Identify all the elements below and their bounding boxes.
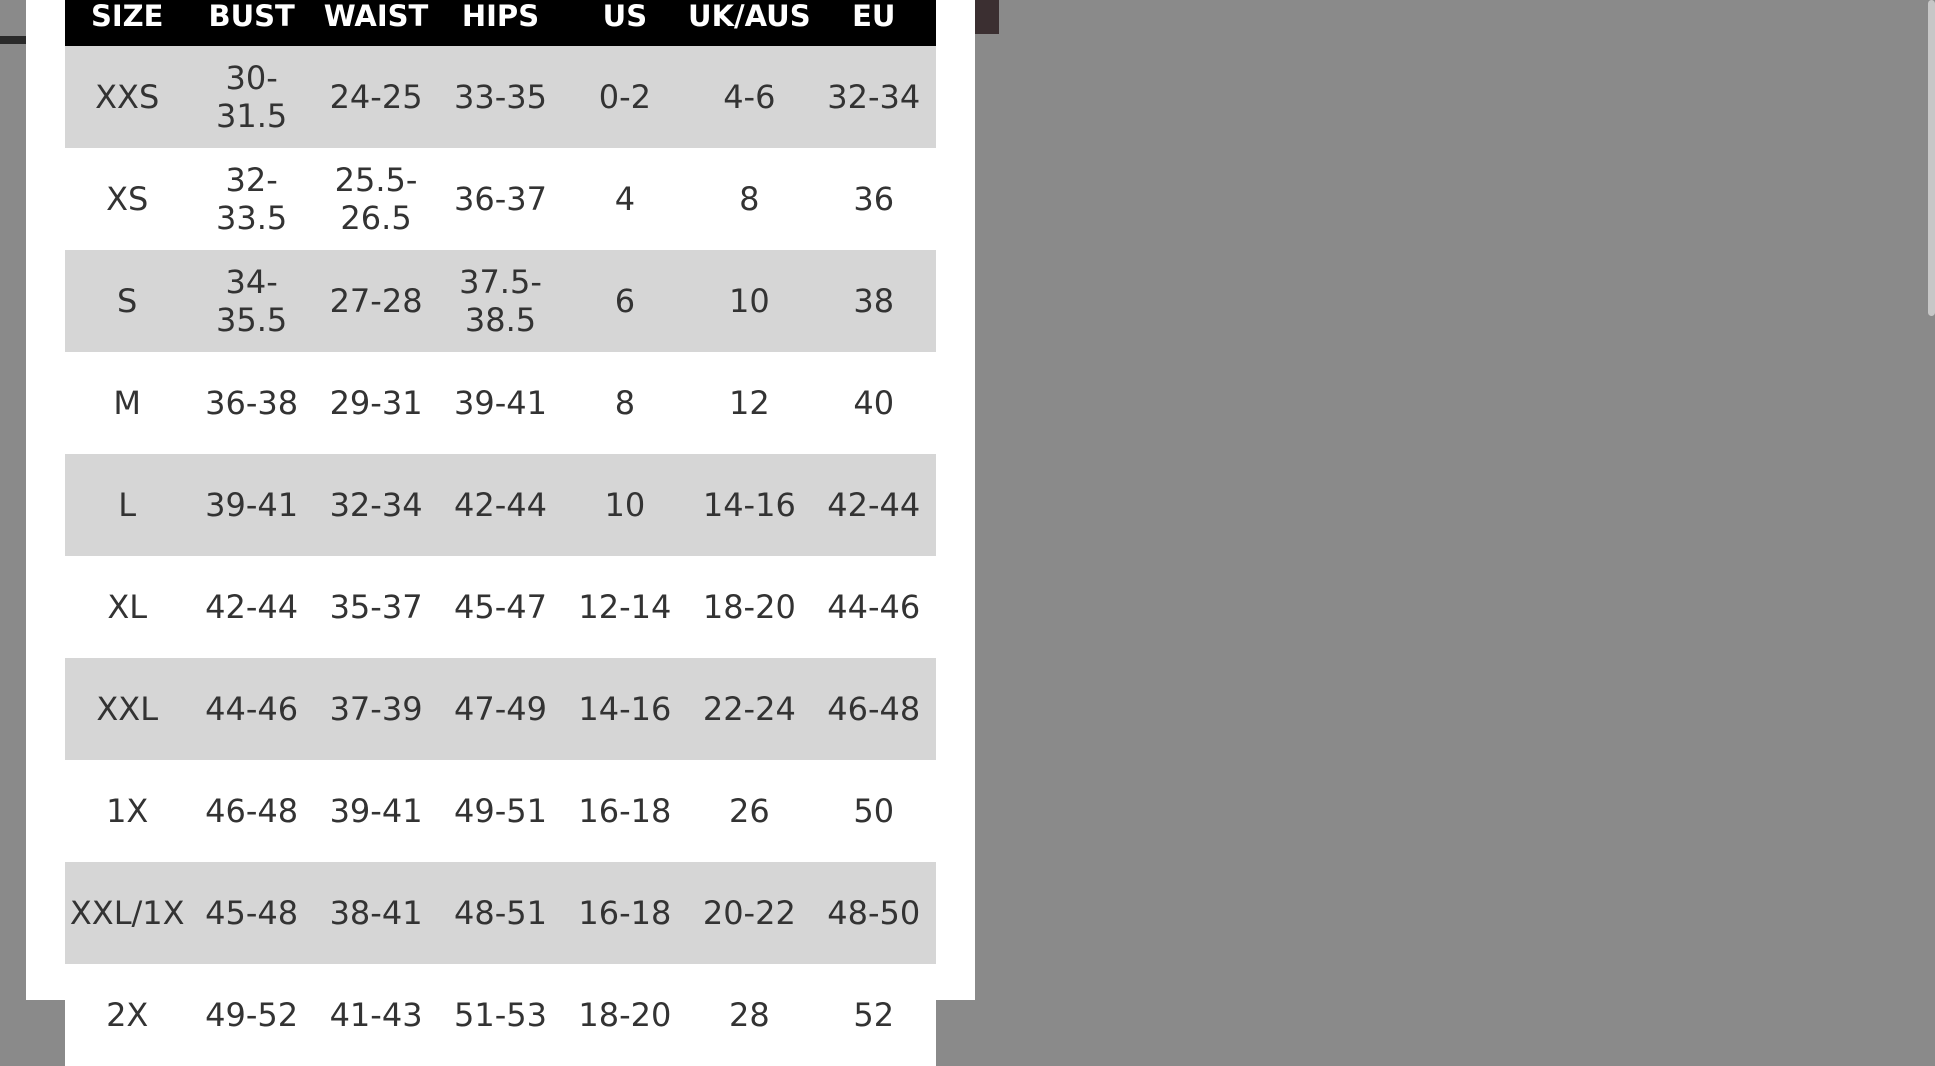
- table-row: [65, 862, 936, 964]
- waist-cell: 29-31: [329, 384, 423, 422]
- scrollbar-thumb[interactable]: [1928, 0, 1935, 316]
- eu-cell: 52: [853, 996, 895, 1034]
- eu-cell: 42-44: [827, 486, 921, 524]
- uk-aus-cell: 28: [728, 996, 770, 1034]
- table-row: [65, 46, 936, 148]
- uk-aus-cell: 26: [728, 792, 770, 830]
- backdrop: [0, 36, 26, 44]
- us-cell: 12-14: [578, 588, 672, 626]
- waist-cell: 37-39: [329, 690, 423, 728]
- waist-cell: 25.5- 26.5: [334, 161, 418, 237]
- bust-cell: 45-48: [205, 894, 299, 932]
- us-cell: 4: [614, 180, 636, 218]
- bust-cell: 39-41: [205, 486, 299, 524]
- waist-cell: 41-43: [329, 996, 423, 1034]
- bust-cell: 42-44: [205, 588, 299, 626]
- eu-cell: 44-46: [827, 588, 921, 626]
- us-cell: 10: [604, 486, 646, 524]
- eu-cell: 48-50: [827, 894, 921, 932]
- size-cell: L: [118, 486, 137, 524]
- uk-aus-cell: 4-6: [723, 78, 776, 116]
- waist-cell: 38-41: [329, 894, 423, 932]
- bust-cell: 46-48: [205, 792, 299, 830]
- uk-aus-cell: 12: [728, 384, 770, 422]
- size-cell: XXL: [96, 690, 159, 728]
- hips-cell: 48-51: [453, 894, 547, 932]
- us-cell: 0-2: [598, 78, 652, 116]
- column-header-waist: WAIST: [323, 0, 429, 33]
- size-cell: XS: [106, 180, 149, 218]
- uk-aus-cell: 10: [728, 282, 770, 320]
- waist-cell: 35-37: [329, 588, 423, 626]
- size-cell: 2X: [106, 996, 149, 1034]
- waist-cell: 27-28: [329, 282, 423, 320]
- column-header-size: SIZE: [90, 0, 164, 33]
- table-row: [65, 148, 936, 250]
- us-cell: 16-18: [578, 894, 672, 932]
- eu-cell: 46-48: [827, 690, 921, 728]
- uk-aus-cell: 14-16: [702, 486, 796, 524]
- hips-cell: 47-49: [453, 690, 547, 728]
- table-header-row: [65, 0, 936, 46]
- size-chart-table: [65, 0, 936, 1066]
- table-row: [65, 454, 936, 556]
- hips-cell: 45-47: [453, 588, 547, 626]
- scrollbar-track[interactable]: [962, 0, 975, 1000]
- hips-cell: 36-37: [453, 180, 547, 218]
- hips-cell: 49-51: [453, 792, 547, 830]
- column-header-eu: EU: [852, 0, 896, 33]
- eu-cell: 40: [853, 384, 895, 422]
- us-cell: 8: [614, 384, 636, 422]
- size-cell: XL: [107, 588, 148, 626]
- hips-cell: 51-53: [453, 996, 547, 1034]
- us-cell: 14-16: [578, 690, 672, 728]
- us-cell: 18-20: [578, 996, 672, 1034]
- size-cell: 1X: [106, 792, 149, 830]
- hips-cell: 42-44: [453, 486, 547, 524]
- uk-aus-cell: 18-20: [702, 588, 796, 626]
- size-cell: S: [117, 282, 138, 320]
- waist-cell: 24-25: [329, 78, 423, 116]
- uk-aus-cell: 20-22: [702, 894, 796, 932]
- bust-cell: 36-38: [205, 384, 299, 422]
- waist-cell: 32-34: [329, 486, 423, 524]
- size-cell: M: [113, 384, 142, 422]
- bust-cell: 30- 31.5: [216, 59, 288, 135]
- table-row: [65, 760, 936, 862]
- uk-aus-cell: 22-24: [702, 690, 796, 728]
- eu-cell: 38: [853, 282, 895, 320]
- table-row: [65, 964, 936, 1066]
- table-row: [65, 352, 936, 454]
- hips-cell: 33-35: [453, 78, 547, 116]
- table-row: [65, 250, 936, 352]
- backdrop-image-edge: [975, 0, 999, 34]
- size-cell: XXS: [95, 78, 160, 116]
- bust-cell: 49-52: [205, 996, 299, 1034]
- size-chart-modal: [26, 0, 975, 1034]
- eu-cell: 36: [853, 180, 895, 218]
- bust-cell: 44-46: [205, 690, 299, 728]
- us-cell: 16-18: [578, 792, 672, 830]
- table-row: [65, 556, 936, 658]
- bust-cell: 32- 33.5: [216, 161, 288, 237]
- column-header-uk-aus: UK/AUS: [688, 0, 811, 33]
- column-header-us: US: [602, 0, 648, 33]
- column-header-hips: HIPS: [461, 0, 540, 33]
- waist-cell: 39-41: [329, 792, 423, 830]
- eu-cell: 50: [853, 792, 895, 830]
- eu-cell: 32-34: [827, 78, 921, 116]
- bust-cell: 34- 35.5: [216, 263, 288, 339]
- column-header-bust: BUST: [208, 0, 295, 33]
- us-cell: 6: [614, 282, 636, 320]
- hips-cell: 37.5- 38.5: [459, 263, 542, 339]
- table-row: [65, 658, 936, 760]
- hips-cell: 39-41: [453, 384, 547, 422]
- uk-aus-cell: 8: [739, 180, 760, 218]
- size-cell: XXL/1X: [69, 894, 185, 932]
